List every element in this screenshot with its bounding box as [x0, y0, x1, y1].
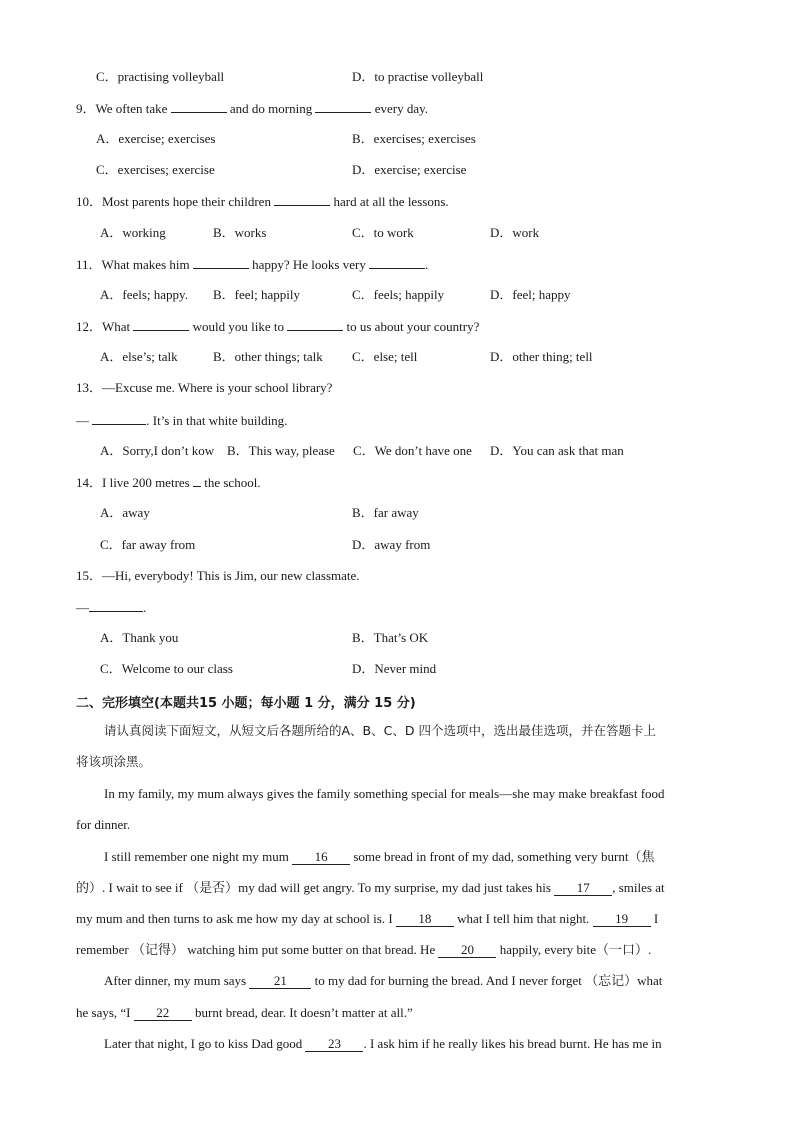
option-c: C．We don’t have one: [353, 443, 472, 458]
option-a: A．feels; happy.: [100, 287, 188, 302]
passage-text: burnt bread, dear. It doesn’t matter at all.”: [195, 1005, 413, 1020]
option-a: A．working: [100, 225, 166, 240]
answer-blank: [315, 100, 371, 113]
passage-line: [76, 911, 658, 927]
passage-text: he says, “I: [76, 1005, 131, 1020]
question-12-stem-end: to us about your country?: [346, 319, 480, 334]
option-c: C．to work: [352, 225, 414, 240]
option-a: A．Sorry,I don’t kow: [100, 443, 215, 458]
question-13-stem: 13．—Excuse me. Where is your school library?: [76, 380, 333, 395]
passage-line: [76, 942, 651, 958]
passage-text: some bread in front of my dad, something very burnt（焦: [353, 849, 655, 864]
question-12: [76, 318, 479, 335]
dash: —: [76, 600, 89, 615]
question-9-stem-end: every day.: [374, 101, 428, 116]
option-a: A．exercise; exercises: [96, 131, 216, 146]
answer-blank: [274, 193, 330, 206]
question-9-stem-start: 9．We often take: [76, 101, 168, 116]
blank-18: 18: [396, 912, 454, 927]
passage-text: happily, every bite（一口）.: [499, 942, 652, 957]
instruction-line-2: 将该项涂黑。: [76, 754, 152, 769]
section-title: 二、完形填空(本题共15 小题；每小题 1 分，满分 15 分): [76, 696, 416, 711]
blank-19: 19: [593, 912, 651, 927]
question-11-stem-end: .: [425, 257, 429, 272]
passage-line: [104, 849, 654, 865]
passage-line: In my family, my mum always gives the family something special for meals—she may make breakfast food: [104, 786, 665, 801]
question-11-stem-start: 11．What makes him: [76, 257, 190, 272]
question-10-stem-end: hard at all the lessons.: [333, 194, 449, 209]
option-c: C．else; tell: [352, 349, 418, 364]
option-d: D．away from: [352, 537, 431, 552]
option-b: B．other things; talk: [213, 349, 323, 364]
option-d: D．Never mind: [352, 661, 437, 676]
option-d: D．exercise; exercise: [352, 162, 467, 177]
question-12-stem-mid: would you like to: [192, 319, 285, 334]
question-14-stem-end: the school.: [204, 475, 261, 490]
instruction-line-1: 请认真阅读下面短文，从短文后各题所给的A、B、C、D 四个选项中，选出最佳选项，并在答题卡上: [104, 723, 656, 738]
question-15-reply: [76, 599, 146, 616]
question-13-reply-text: . It’s in that white building.: [146, 413, 288, 428]
passage-line: for dinner.: [76, 817, 131, 832]
option-a: A．away: [100, 505, 150, 520]
period: .: [143, 600, 147, 615]
question-11: [76, 256, 428, 273]
option-d: D．feel; happy: [490, 287, 571, 302]
option-a: A．Thank you: [100, 630, 179, 645]
dash: —: [76, 413, 89, 428]
option-d: D．to practise volleyball: [352, 69, 484, 84]
passage-line: [76, 1005, 413, 1021]
option-c: C．practising volleyball: [96, 69, 225, 84]
passage-line: [104, 973, 662, 989]
answer-blank: [287, 318, 343, 331]
passage-line: [76, 880, 665, 896]
question-11-stem-mid: happy? He looks very: [252, 257, 366, 272]
option-b: B．This way, please: [227, 443, 335, 458]
answer-blank: [89, 599, 143, 612]
option-c: C．Welcome to our class: [100, 661, 233, 676]
passage-text: 的）. I wait to see if （是否）my dad will get angry. To my surprise, my dad just takes his: [76, 880, 551, 895]
blank-22: 22: [134, 1006, 192, 1021]
option-a: A．else’s; talk: [100, 349, 178, 364]
answer-blank: [92, 412, 146, 425]
option-c: C．exercises; exercise: [96, 162, 215, 177]
answer-blank: [171, 100, 227, 113]
passage-text: remember （记得） watching him put some butter on that bread. He: [76, 942, 436, 957]
question-10-stem-start: 10．Most parents hope their children: [76, 194, 271, 209]
blank-21: 21: [249, 974, 311, 989]
question-14-stem-start: 14．I live 200 metres: [76, 475, 190, 490]
option-d: D．other thing; tell: [490, 349, 593, 364]
passage-text: . I ask him if he really likes his bread burnt. He has me in: [363, 1036, 662, 1051]
passage-text: Later that night, I go to kiss Dad good: [104, 1036, 303, 1051]
passage-text: to my dad for burning the bread. And I never forget （忘记）what: [314, 973, 663, 988]
question-13-reply: [76, 412, 287, 429]
blank-16: 16: [292, 850, 350, 865]
option-d: D．work: [490, 225, 540, 240]
passage-line: [104, 1036, 662, 1052]
option-c: C．far away from: [100, 537, 196, 552]
answer-blank: [193, 256, 249, 269]
answer-blank: [133, 318, 189, 331]
passage-text: , smiles at: [612, 880, 665, 895]
passage-text: After dinner, my mum says: [104, 973, 247, 988]
answer-blank: [193, 474, 201, 487]
option-b: B．far away: [352, 505, 419, 520]
passage-text: I: [653, 911, 659, 926]
passage-text: I still remember one night my mum: [104, 849, 289, 864]
question-15-stem: 15．—Hi, everybody! This is Jim, our new classmate.: [76, 568, 360, 583]
option-b: B．That’s OK: [352, 630, 429, 645]
question-9: [76, 100, 428, 117]
option-b: B．exercises; exercises: [352, 131, 476, 146]
option-b: B．feel; happily: [213, 287, 301, 302]
answer-blank: [369, 256, 425, 269]
blank-23: 23: [305, 1037, 363, 1052]
question-12-stem-start: 12．What: [76, 319, 131, 334]
option-d: D．You can ask that man: [490, 443, 624, 458]
passage-text: what I tell him that night.: [457, 911, 590, 926]
question-14: [76, 474, 261, 491]
question-9-stem-mid: and do morning: [229, 101, 313, 116]
blank-20: 20: [438, 943, 496, 958]
question-10: [76, 193, 449, 210]
option-b: B．works: [213, 225, 267, 240]
passage-text: my mum and then turns to ask me how my day at school is. I: [76, 911, 393, 926]
option-c: C．feels; happily: [352, 287, 445, 302]
blank-17: 17: [554, 881, 612, 896]
